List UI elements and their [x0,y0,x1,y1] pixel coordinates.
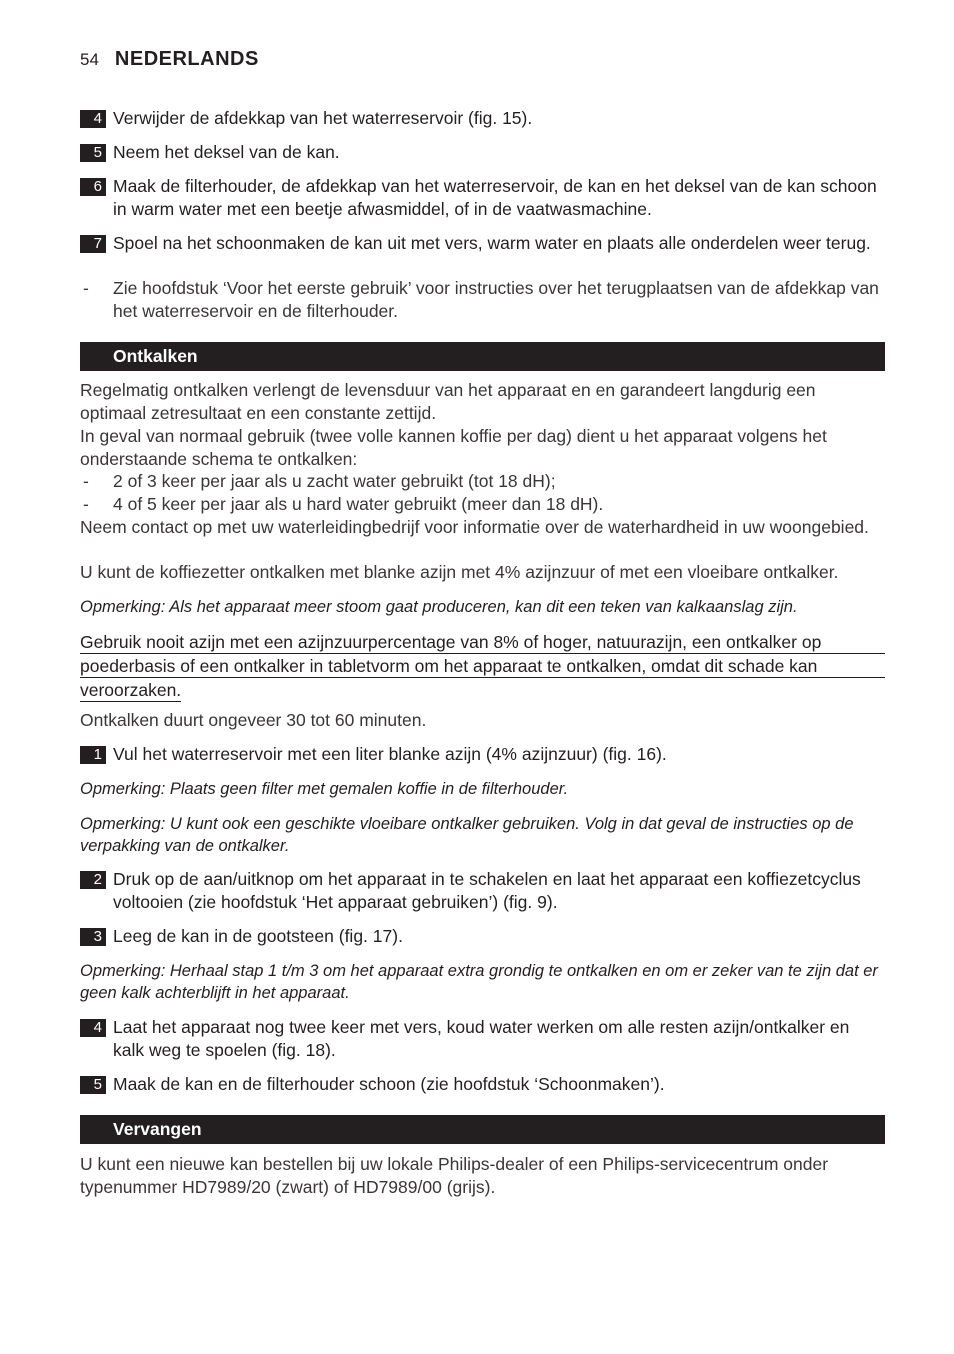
dash-text: 2 of 3 keer per jaar als u zacht water gebruikt (tot 18 dH); [113,471,556,491]
step-text: Druk op de aan/uitknop om het apparaat in te schakelen en laat het apparaat een koffiezetcyclus voltooien (zie hoofdstuk ‘Het apparaat gebruiken’) (fig. 9). [113,869,861,912]
dash-mark: - [83,494,89,514]
step-number: 6 [80,178,106,196]
dash-text: Zie hoofdstuk ‘Voor het eerste gebruik’ voor instructies over het terugplaatsen van de afdekkap van het waterreservoir en de filterhouder. [113,278,879,321]
contact-paragraph: Neem contact op met uw waterleidingbedrijf voor informatie over de waterhardheid in uw woongebied. [80,517,869,537]
step-text: Vul het waterreservoir met een liter blanke azijn (4% azijnzuur) (fig. 16). [113,744,667,764]
step-item [80,107,885,130]
step-number: 4 [80,1019,106,1037]
dash-mark: - [83,278,89,298]
section-heading-vervangen: Vervangen [80,1115,885,1144]
dash-item [80,470,885,493]
dash-mark: - [83,471,89,491]
step-item [80,175,885,221]
warning-line: Gebruik nooit azijn met een azijnzuurpercentage van 8% of hoger, natuurazijn, een ontkalker op [80,631,885,654]
step-number: 5 [80,144,106,162]
step-number: 2 [80,871,106,889]
note-repeat: Opmerking: Herhaal stap 1 t/m 3 om het apparaat extra grondig te ontkalken en om er zeker van te zijn dat er geen kalk achterblijft in het apparaat. [80,962,878,1002]
dash-text: 4 of 5 keer per jaar als u hard water gebruikt (meer dan 18 dH). [113,494,604,514]
step-number: 5 [80,1076,106,1094]
warning-block [80,631,885,703]
page-header [80,48,259,74]
vinegar-paragraph: U kunt de koffiezetter ontkalken met blanke azijn met 4% azijnzuur of met een vloeibare ontkalker. [80,562,839,582]
step-number: 3 [80,928,106,946]
step-item [80,743,885,766]
section-heading-ontkalken: Ontkalken [80,342,885,371]
note-liquid-descaler: Opmerking: U kunt ook een geschikte vloeibare ontkalker gebruiken. Volg in dat geval de instructies op de verpakking van de ontkalker. [80,815,854,855]
step-item [80,141,885,164]
language-heading: NEDERLANDS [114,48,259,70]
duration-paragraph: Ontkalken duurt ongeveer 30 tot 60 minuten. [80,710,427,730]
note-filter: Opmerking: Plaats geen filter met gemalen koffie in de filterhouder. [80,780,569,798]
step-number: 1 [80,746,106,764]
dash-item [80,493,885,516]
step-item [80,1073,885,1096]
step-item [80,232,885,255]
step-text: Laat het apparaat nog twee keer met vers, koud water werken om alle resten azijn/ontkalker en kalk weg te spoelen (fig. 18). [113,1017,850,1060]
warning-line: veroorzaken. [80,680,182,700]
step-text: Maak de kan en de filterhouder schoon (zie hoofdstuk ‘Schoonmaken’). [113,1074,665,1094]
step-item [80,925,885,948]
dash-item [80,277,885,323]
step-text: Spoel na het schoonmaken de kan uit met vers, warm water en plaats alle onderdelen weer terug. [113,233,871,253]
step-number: 7 [80,235,106,253]
note-steam: Opmerking: Als het apparaat meer stoom gaat produceren, kan dit een teken van kalkaanslag zijn. [80,598,798,616]
step-text: Leeg de kan in de gootsteen (fig. 17). [113,926,403,946]
step-text: Maak de filterhouder, de afdekkap van het waterreservoir, de kan en het deksel van de kan schoon in warm water met een beetje afwasmiddel, of in de vaatwasmachine. [113,176,877,219]
step-item [80,868,885,914]
warning-line: poederbasis of een ontkalker in tabletvorm om het apparaat te ontkalken, omdat dit schade kan [80,655,885,678]
step-text: Verwijder de afdekkap van het waterreservoir (fig. 15). [113,108,533,128]
page-number: 54 [80,50,99,69]
step-item [80,1016,885,1062]
replacement-paragraph: U kunt een nieuwe kan bestellen bij uw lokale Philips-dealer of een Philips-servicecentrum onder typenummer HD7989/20 (zwart) of HD7989/00 (grijs). [80,1154,829,1197]
step-number: 4 [80,110,106,128]
usage-paragraph: In geval van normaal gebruik (twee volle kannen koffie per dag) dient u het apparaat volgens het onderstaande schema te ontkalken: [80,426,827,469]
intro-paragraph: Regelmatig ontkalken verlengt de levensduur van het apparaat en en garandeert langdurig een optimaal zetresultaat en een constante zettijd. [80,380,816,423]
step-text: Neem het deksel van de kan. [113,142,340,162]
